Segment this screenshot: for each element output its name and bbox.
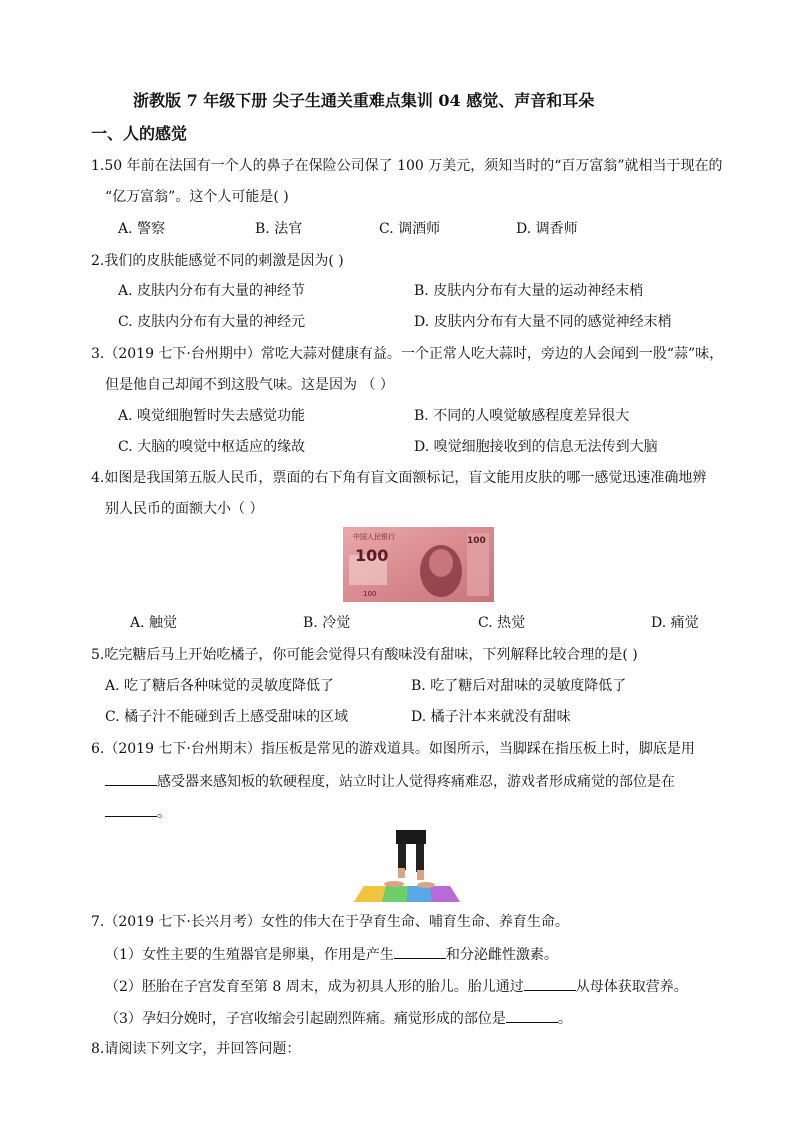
mat-tile: [382, 886, 408, 902]
q7-blank-1[interactable]: [394, 944, 446, 959]
banknote-header: 中国人民银行: [353, 533, 395, 541]
pressure-mat-image: [354, 830, 464, 902]
q3-stem-line2: 但是他自己却闻不到这股气味。这是因为 （ ）: [105, 377, 394, 393]
banknote-corner-value: 100: [467, 536, 486, 546]
q6-stem-line1: 6.（2019 七下·台州期末）指压板是常见的游戏道具。如图所示，当脚踩在指压板上时，脚底是用: [91, 741, 695, 757]
q4-option-a: A. 触觉: [130, 615, 178, 631]
mat-tile: [354, 886, 386, 902]
shorts: [396, 830, 426, 844]
q1-option-d: D. 调香师: [516, 221, 578, 237]
q4-option-d: D. 痛觉: [651, 615, 699, 631]
q4-stem-line1: 4.如图是我国第五版人民币，票面的右下角有盲文面额标记，盲文能用皮肤的哪一感觉迅速准确地辨: [91, 470, 707, 486]
mat-tile: [430, 886, 460, 902]
banknote-bottom-value: 100: [363, 590, 377, 598]
q5-option-d: D. 橘子汁本来就没有甜味: [411, 709, 571, 725]
q2-option-c: C. 皮肤内分布有大量的神经元: [118, 314, 306, 330]
q3-option-c: C. 大脑的嗅觉中枢适应的缘故: [118, 439, 306, 455]
q2-stem: 2.我们的皮肤能感觉不同的刺激是因为( ): [91, 253, 344, 269]
section-heading: 一、人的感觉: [91, 124, 188, 143]
right-calf: [417, 870, 424, 880]
q5-option-a: A. 吃了糖后各种味觉的灵敏度降低了: [105, 678, 335, 694]
q1-stem-line2: “亿万富翁”。这个人可能是( ): [105, 189, 289, 205]
q1-option-b: B. 法官: [255, 221, 303, 237]
q7-blank-2[interactable]: [524, 976, 576, 991]
portrait-face: [429, 549, 453, 577]
q1-stem-line1: 1.50 年前在法国有一个人的鼻子在保险公司保了 100 万美元，须知当时的“百万富翁”就相当于现在的: [91, 158, 723, 174]
mat-tile: [407, 886, 432, 902]
banknote-denomination: 100: [355, 546, 389, 565]
q3-option-a: A. 嗅觉细胞暂时失去感觉功能: [118, 408, 306, 424]
q1-option-a: A. 警察: [118, 221, 166, 237]
right-leg: [416, 844, 424, 872]
left-calf: [398, 868, 405, 878]
q8-stem: 8.请阅读下列文字，并回答问题：: [91, 1041, 301, 1057]
q3-stem-line1: 3.（2019 七下·台州期中）常吃大蒜对健康有益。一个正常人吃大蒜时，旁边的人会闻到一股“蒜”味，: [91, 346, 724, 362]
q4-stem-line2: 别人民币的面额大小（ ）: [105, 501, 264, 517]
q4-option-c: C. 热觉: [478, 615, 526, 631]
page-title: 浙教版 7 年级下册 尖子生通关重难点集训 04 感觉、声音和耳朵: [133, 91, 595, 110]
q7-stem: 7.（2019 七下·长兴月考）女性的伟大在于孕育生命、哺育生命、养育生命。: [91, 914, 569, 930]
q7-sub3: （3）孕妇分娩时，子宫收缩会引起剧烈阵痛。痛觉形成的部位是 。: [105, 1008, 572, 1028]
q5-option-c: C. 橘子汁不能碰到舌上感受甜味的区域: [105, 709, 349, 725]
left-leg: [398, 844, 406, 870]
q7-blank-3[interactable]: [506, 1008, 558, 1023]
q6-stem-line3: 。: [105, 802, 171, 822]
q2-option-a: A. 皮肤内分布有大量的神经节: [118, 283, 306, 299]
q5-option-b: B. 吃了糖后对甜味的灵敏度降低了: [411, 678, 627, 694]
q1-option-c: C. 调酒师: [379, 221, 441, 237]
q3-option-b: B. 不同的人嗅觉敏感程度差异很大: [414, 408, 630, 424]
q3-option-d: D. 嗅觉细胞接收到的信息无法传到大脑: [414, 439, 658, 455]
q2-option-b: B. 皮肤内分布有大量的运动神经末梢: [414, 283, 644, 299]
right-foot: [417, 882, 435, 888]
q5-stem: 5.吃完糖后马上开始吃橘子，你可能会觉得只有酸味没有甜味，下列解释比较合理的是( ): [91, 647, 638, 663]
q7-sub1: （1）女性主要的生殖器官是卵巢，作用是产生 和分泌雌性激素。: [105, 944, 558, 964]
q6-blank-1[interactable]: [105, 771, 157, 786]
q6-stem-line2: 感受器来感知板的软硬程度，站立时让人觉得疼痛难忍，游戏者形成痛觉的部位是在: [105, 771, 675, 791]
q7-sub2: （2）胚胎在子宫发育至第 8 周末，成为初具人形的胎儿。胎儿通过 从母体获取营养。: [105, 976, 688, 996]
q4-option-b: B. 冷觉: [303, 615, 351, 631]
left-foot: [384, 881, 404, 887]
q2-option-d: D. 皮肤内分布有大量不同的感觉神经末梢: [414, 314, 672, 330]
banknote-image: [343, 527, 494, 602]
q6-blank-2[interactable]: [105, 802, 157, 817]
